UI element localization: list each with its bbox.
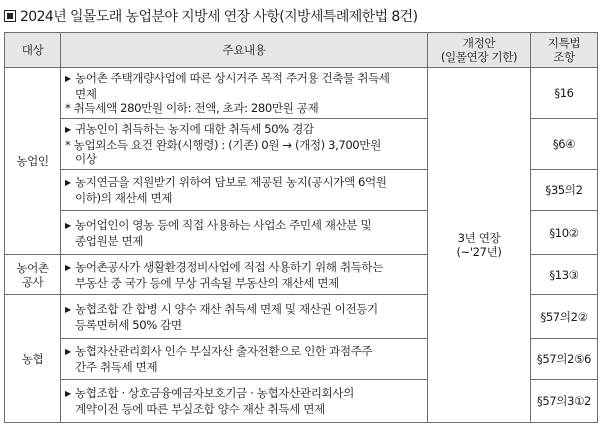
category-village-corp: 농어촌 공사 (5, 255, 61, 295)
triangle-bullet-icon (65, 175, 75, 191)
page-title (4, 5, 417, 27)
content-cell: ▶농협자산관리회사 인수 부실자산 출자전환으로 인한 과점주주 간주 취득세 면제 (61, 339, 428, 380)
triangle-bullet-icon (65, 260, 75, 276)
content-cell: ▶농지연금을 지원받기 위하여 담보로 제공된 농지(공시가액 6억원 이하)의 재산세 면제 (61, 170, 428, 211)
header-category: 대상 (5, 33, 61, 68)
law-cell: §57의2② (531, 295, 598, 339)
triangle-bullet-icon (65, 122, 75, 138)
triangle-bullet-icon (65, 302, 75, 318)
square-bullet-icon (4, 10, 16, 22)
content-cell: ▶귀농인이 취득하는 농지에 대한 취득세 50% 경감 * 농업외소득 요건 완화(시행령) : (기존) 0원 → (개정) 3,700만원 이상 (61, 119, 428, 170)
content-cell: ▶농협조합 · 상호금융예금자보호기금 · 농협자산관리회사의 계약이전 등에 따른 부실조합 양수 재산 취득세 면제 (61, 380, 428, 423)
law-cell: §10② (531, 211, 598, 255)
law-cell: §6④ (531, 119, 598, 170)
header-content: 주요내용 (61, 33, 428, 68)
law-cell: §57의2⑤6 (531, 339, 598, 380)
header-row (5, 33, 598, 68)
content-cell: ▶농협조합 간 합병 시 양수 재산 취득세 면제 및 재산권 이전등기 등록면허세 50% 감면 (61, 295, 428, 339)
triangle-bullet-icon (65, 71, 75, 87)
tax-extension-table (4, 32, 598, 423)
law-cell: §13③ (531, 255, 598, 295)
law-cell: §35의2 (531, 170, 598, 211)
content-cell: ▶농어촌공사가 생활환경정비사업에 직접 사용하기 위해 취득하는 부동산 중 국가 등에 무상 귀속될 부동산의 재산세 면제 (61, 255, 428, 295)
triangle-bullet-icon (65, 344, 75, 360)
table-row (5, 68, 598, 119)
content-cell: ▶농어촌 주택개량사업에 따른 상시거주 목적 주거용 건축물 취득세 면제 * 취득세액 280만원 이하: 전액, 초과: 280만원 공제 (61, 68, 428, 119)
content-cell: ▶농어업인이 영농 등에 직접 사용하는 사업소 주민세 재산분 및 종업원분 면제 (61, 211, 428, 255)
header-law: 지특법 조항 (531, 33, 598, 68)
triangle-bullet-icon (65, 386, 75, 402)
triangle-bullet-icon (65, 218, 75, 234)
law-cell: §57의3①2 (531, 380, 598, 423)
period-cell: 3년 연장 (~'27년) (428, 68, 531, 423)
category-farmer: 농업인 (5, 68, 61, 255)
header-period: 개정안 (일몰연장 기한) (428, 33, 531, 68)
title-text: 2024년 일몰도래 농업분야 지방세 연장 사항(지방세특례제한법 8건) (20, 9, 418, 25)
category-coop: 농협 (5, 295, 61, 423)
law-cell: §16 (531, 68, 598, 119)
